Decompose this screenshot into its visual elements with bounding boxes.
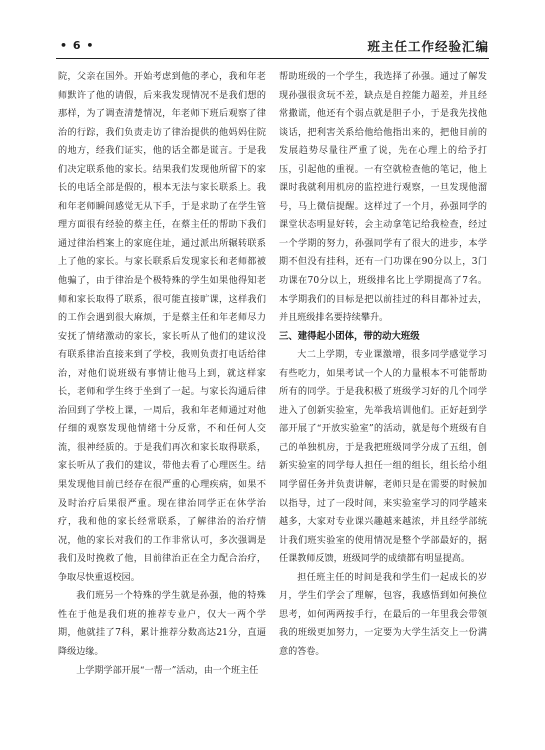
section-heading: 三、建得起小团体，带的动大班级 [279,330,420,342]
paragraph: 上学期学部开展“一帮一”活动，由一个班主任 [76,665,259,676]
paragraph: 院，父亲在国外。开始考虑到他的孝心，我和年老师默许了他的请假，后来我发现情况不是我们想的那样，为了调查清楚情况，年老师下班后观察了律治的行踪，我们负责走访了律治提供的他妈妈住院的地方，经我们证实，他的话全都是谎言。于是我们决定联系他的家长。结果我们发现他所留下的家长的电话全部是假的，根本无法与家长联系上。我和年老师瞬间感觉无从下手，于是求助了在学生管理方面很有经验的蔡主任，在蔡主任的帮助下我们通过律治档案上的家庭住址，通过派出所辗转联系上了他的家长。与家长联系后发现家长和老师都被他骗了，由于律治是个极特殊的学生如果他得知老师和家长取得了联系，很可能直接旷课，这样我们的工作会遇到很大麻烦，于是蔡主任和年老师尽力安抚了情绪激动的家长，家长听从了他们的建议没有联系律治直接来到了学校，我则负责打电话给律治，对他们说班级有事情让他马上到，就这样家长，老师和学生终于坐到了一起。与家长沟通后律治回到了学校上课，一周后，我和年老师通过对他仔细的观察发现他情绪十分反常，不和任何人交流，很神经质的。于是我们再次和家长取得联系，家长听从了我们的建议，带他去看了心理医生。结果发现他目前已经存在很严重的心理疾病，如果不及时治疗后果很严重。现在律治同学正在休学治疗，我和他的家长经常联系，了解律治的治疗情况，他的家长对我们的工作非常认可，多次强调是我们及时挽救了他，目前律治正在全力配合治疗，争取尽快重返校园。 [58,72,266,583]
paragraph: 帮助班级的一个学生，我选择了孙强。通过了解发现孙强很贪玩不差，缺点是自控能力超差，并且经常撒谎，他还有个弱点就是胆子小，于是我先找他谈话，把利害关系给他给他指出来的，把他目前的发展趋势尽量往严重了说，先在心理上的给予打压，引起他的重视。一有空就检查他的笔记，他上课时我就利用机房的监控进行观察，一旦发现他溜号，马上微信提醒。这样过了一个月，孙强同学的课堂状态明显好转，会主动拿笔记给我检查，经过一个学期的努力，孙强同学有了很大的进步，本学期不但没有挂科，还有一门功课在90分以上，3门功课在70分以上，班级排名比上学期提高了7名。本学期我们的目标是把以前挂过的科目都补过去，并且班级排名要持续攀升。 [279,72,487,324]
page-number: • 6 • [60,39,95,52]
header-rule [56,58,489,59]
right-column [279,68,487,662]
page-header [56,35,489,55]
left-column [58,68,266,680]
paragraph: 担任班主任的时间是我和学生们一起成长的岁月，学生们学会了理解，包容，我感悟到如何换位思考，如何两两按手行，在最后的一年里我会带领我的班级更加努力，一定要为大学生活交上一份满意的答卷。 [279,572,487,657]
paragraph: 我们班另一个特殊的学生就是孙强，他的特殊性在于他是我们班的推荐专业户，仅大一两个学期，他就挂了7科，累计推荐分数高达21分，直逼降级边缘。 [58,591,266,657]
paragraph: 大二上学期，专业课激增，很多同学感觉学习有些吃力，如果考试一个人的力量根本不可能帮助所有的同学。于是我积极了班级学习好的几个同学进入了创新实验室，先举我培训他们。正好赶到学部开展了“开放实验室”的活动，就是每个班级有自己的单独机房，于是我把班级同学分成了五组，创新实验室的同学每人担任一组的组长，组长给小组同学留任务并负责讲解，老师只是在需要的时候加以指导，过了一段时间，来实验室学习的同学越来越多，大家对专业课兴趣越来越浓，并且经学部统计我们班实验室的使用情况是整个学部最好的，据任课教师反馈，班级同学的成绩都有明显提高。 [279,350,487,565]
journal-title: 班主任工作经验汇编 [367,39,489,54]
